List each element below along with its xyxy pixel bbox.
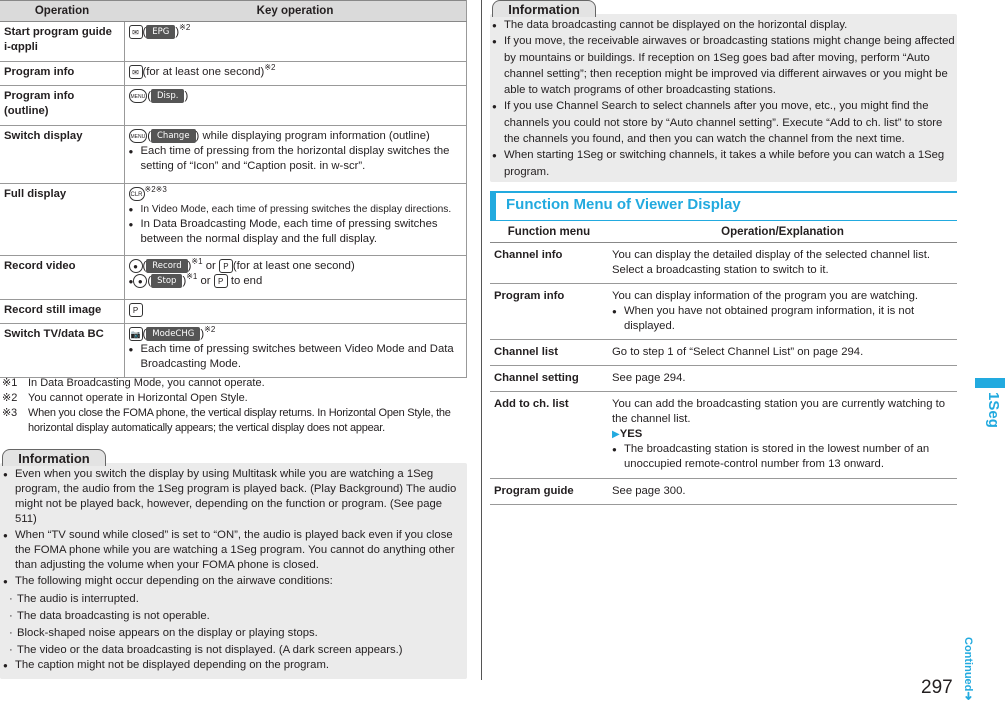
camera-key-icon: 📷 xyxy=(129,327,143,341)
footnote: ※2 You cannot operate in Horizontal Open Style. xyxy=(2,392,248,404)
key-operation xyxy=(124,300,467,324)
table-row xyxy=(490,284,957,340)
function-menu-header xyxy=(490,222,957,243)
table-row xyxy=(0,126,467,184)
function-desc: You can display information of the program you are watching. ● When you have not obtained program information, it is not displayed. xyxy=(608,284,957,340)
operation-table-header xyxy=(0,1,467,22)
function-menu-table xyxy=(490,222,957,505)
op-name: Full display xyxy=(0,184,124,256)
footnotes xyxy=(2,376,468,436)
mail-key-icon: ✉ xyxy=(129,65,143,79)
info-bullet: ● The caption might not be displayed depending on the program. xyxy=(3,658,463,673)
mail-key-icon: ✉ xyxy=(129,25,143,39)
header-operation: Operation xyxy=(0,1,124,22)
op-name: Switch TV/data BC xyxy=(0,324,124,378)
information-tab-left: Information xyxy=(2,449,106,466)
key-operation: 📷 ( ModeCHG )$^{※2}$ ● Each time of pressing switches between Video Mode and Data Broadcasting Mode. xyxy=(124,324,467,378)
key-operation: MENU ( Disp. ) xyxy=(124,86,467,126)
table-row xyxy=(490,340,957,366)
table-row xyxy=(490,366,957,392)
softkey-record: Record xyxy=(146,259,187,273)
info-bullet: ● The data broadcasting cannot be displayed on the horizontal display. xyxy=(492,18,955,33)
softkey-stop: Stop xyxy=(151,274,182,288)
information-tab-right: Information xyxy=(492,0,596,17)
key-operation: $CLR^{※2※3}$ ● In Video Mode, each time of pressing switches the display directions. ● In Data Broadcasting Mode, each time of pressing switches between the normal display and the full display. xyxy=(124,184,467,256)
table-row xyxy=(490,243,957,284)
side-key-icon: P xyxy=(129,303,143,317)
note-bullet: ● Each time of pressing switches between Video Mode and Data Broadcasting Mode. xyxy=(129,342,463,372)
header-function-menu: Function menu xyxy=(490,222,608,243)
info-bullet: ● If you use Channel Search to select channels after you move, etc., you might find the channels you could not store by “Auto channel setting”. Execute “Add to ch. list” to store the channels you found, and then you can watch the channel from the next time. xyxy=(492,98,955,147)
softkey-epg: EPG xyxy=(146,25,175,39)
table-row xyxy=(0,324,467,378)
table-row xyxy=(0,22,467,62)
page-number: 297 xyxy=(921,677,953,698)
info-sub-item: · The video or the data broadcasting is not displayed. (A dark screen appears.) xyxy=(3,643,463,658)
info-sub-item: · The data broadcasting is not operable. xyxy=(3,609,463,624)
function-desc: You can add the broadcasting station you are currently watching to the channel list. ▶YES ● The broadcasting station is stored in the lowest number of an unoccupied remote-control number from 13 onward. xyxy=(608,392,957,479)
continued-label: Continued➜ xyxy=(962,637,974,701)
op-name: Program info (outline) xyxy=(0,86,124,126)
table-row xyxy=(490,479,957,505)
section-tab-label: 1Seg xyxy=(985,392,1002,428)
function-desc: See page 300. xyxy=(608,479,957,505)
header-operation-explanation: Operation/Explanation xyxy=(608,222,957,243)
table-row xyxy=(0,62,467,86)
op-name: Start program guide i-αppli xyxy=(0,22,124,62)
function-name: Channel list xyxy=(490,340,608,366)
softkey-disp: Disp. xyxy=(151,89,184,103)
information-body-left xyxy=(3,467,463,673)
function-name: Program guide xyxy=(490,479,608,505)
info-bullet: ● When starting 1Seg or switching channels, it takes a while before you can watch a 1Seg program. xyxy=(492,147,955,180)
menu-key-icon: MENU xyxy=(129,89,148,103)
column-divider xyxy=(481,0,482,680)
op-name: Program info xyxy=(0,62,124,86)
key-operation: ● ( Record )$^{※1}$ or P (for at least one second) ● ● ( Stop )$^{※1}$ or P to end xyxy=(124,256,467,300)
info-bullet: ● Even when you switch the display by using Multitask while you are watching a 1Seg program, the audio from the 1Seg program is played back. (Play Background) The audio might not be played back, however, depending on the function or program. (See page 511) xyxy=(3,467,463,527)
center-key-icon: ● xyxy=(133,274,147,288)
desc-bullet: ● The broadcasting station is stored in the lowest number of an unoccupied remote-control number from 13 onward. xyxy=(612,442,953,472)
key-operation: ✉ (for at least one second)$^{※2}$ xyxy=(124,62,467,86)
note-bullet: ● In Video Mode, each time of pressing switches the display directions. xyxy=(129,202,463,217)
softkey-change: Change xyxy=(151,129,196,143)
info-sub-item: · Block-shaped noise appears on the display or playing stops. xyxy=(3,626,463,641)
desc-bullet: ● When you have not obtained program information, it is not displayed. xyxy=(612,304,953,334)
menu-key-icon: MENU xyxy=(129,129,148,143)
clear-key-icon: CLR xyxy=(129,187,145,201)
softkey-modechg: ModeCHG xyxy=(146,327,200,341)
function-desc: Go to step 1 of “Select Channel List” on page 294. xyxy=(608,340,957,366)
op-name: Record video xyxy=(0,256,124,300)
footnote: ※1 In Data Broadcasting Mode, you cannot operate. xyxy=(2,377,265,389)
function-menu-title: Function Menu of Viewer Display xyxy=(490,191,957,221)
function-desc: See page 294. xyxy=(608,366,957,392)
table-row xyxy=(0,300,467,324)
table-row xyxy=(0,184,467,256)
footnote: ※3 When you close the FOMA phone, the vertical display returns. In Horizontal Open Style, the horizontal display automatically appears; the vertical display does not appear. xyxy=(2,407,451,434)
center-key-icon: ● xyxy=(129,259,143,273)
function-name: Program info xyxy=(490,284,608,340)
key-operation: ✉ ( EPG )$^{※2}$ xyxy=(124,22,467,62)
information-body-right xyxy=(492,18,955,180)
arrow-right-icon: ▶ xyxy=(612,429,620,440)
key-operation: MENU ( Change ) while displaying program information (outline) ● Each time of pressing from the horizontal display switches the setting of “Icon” and “Caption posit. in w-scr”. xyxy=(124,126,467,184)
info-bullet: ● The following might occur depending on the airwave conditions: xyxy=(3,574,463,589)
table-row xyxy=(490,392,957,479)
function-name: Add to ch. list xyxy=(490,392,608,479)
side-key-icon: P xyxy=(219,259,233,273)
info-bullet: ● When “TV sound while closed” is set to “ON”, the audio is played back even if you close the FOMA phone while you are watching a 1Seg program. You cannot do anything other than adjusting the volume when your FOMA phone is closed. xyxy=(3,528,463,573)
info-bullet: ● If you move, the receivable airwaves or broadcasting stations might change being affected by mountains or buildings. If reception on 1Seg goes bad after moving, perform “Auto channel setting”; then reception might be improved via different airwaves or you might be able to watch programs of other broadcasting stations. xyxy=(492,33,955,98)
side-key-icon: P xyxy=(214,274,228,288)
function-desc: You can display the detailed display of the selected channel list. Select a broadcasting station to switch to it. xyxy=(608,243,957,284)
operation-table xyxy=(0,0,467,378)
function-name: Channel info xyxy=(490,243,608,284)
table-row xyxy=(0,256,467,300)
function-name: Channel setting xyxy=(490,366,608,392)
op-name: Record still image xyxy=(0,300,124,324)
header-key-operation: Key operation xyxy=(124,1,467,22)
table-row xyxy=(0,86,467,126)
section-tab-bar xyxy=(975,378,1005,388)
info-sub-item: · The audio is interrupted. xyxy=(3,592,463,607)
note-bullet: ● In Data Broadcasting Mode, each time of pressing switches between the normal display and the full display. xyxy=(129,217,463,247)
note-bullet: ● Each time of pressing from the horizontal display switches the setting of “Icon” and “Caption posit. in w-scr”. xyxy=(129,144,463,174)
op-name: Switch display xyxy=(0,126,124,184)
